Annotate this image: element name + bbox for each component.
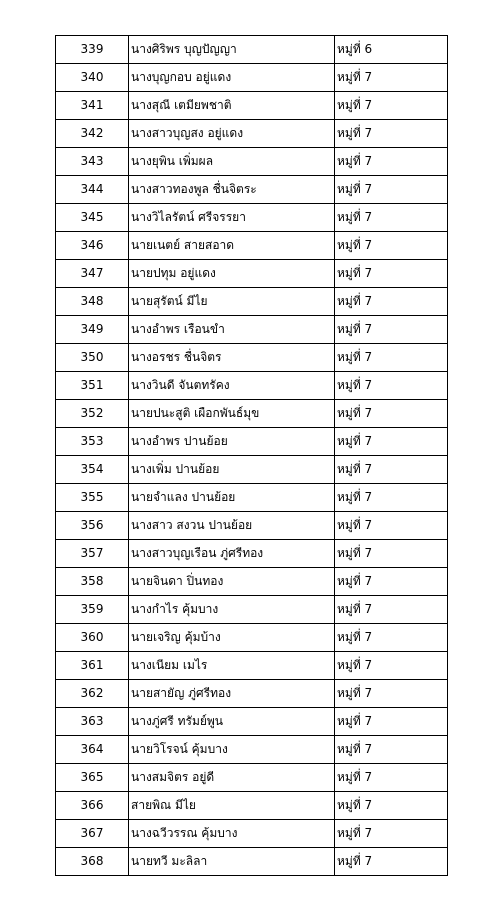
table-row [56,64,448,92]
person-name-cell: นางอำพร เรือนขำ [129,316,335,344]
row-number-cell: 352 [56,400,129,428]
person-name-cell: นางศิริพร บุญปัญญา [129,36,335,64]
row-number-cell: 360 [56,624,129,652]
person-name-cell: นางอำพร ปานย้อย [129,428,335,456]
table-row [56,484,448,512]
village-cell: หมู่ที่ 7 [335,652,448,680]
village-cell: หมู่ที่ 7 [335,204,448,232]
row-number-cell: 340 [56,64,129,92]
row-number-cell: 366 [56,792,129,820]
village-cell: หมู่ที่ 7 [335,596,448,624]
village-cell: หมู่ที่ 7 [335,792,448,820]
village-cell: หมู่ที่ 7 [335,148,448,176]
table-row [56,92,448,120]
village-cell: หมู่ที่ 7 [335,568,448,596]
village-cell: หมู่ที่ 7 [335,232,448,260]
village-cell: หมู่ที่ 7 [335,428,448,456]
row-number-cell: 349 [56,316,129,344]
roster-body [56,36,448,876]
table-row [56,568,448,596]
village-cell: หมู่ที่ 7 [335,624,448,652]
row-number-cell: 358 [56,568,129,596]
village-cell: หมู่ที่ 7 [335,176,448,204]
village-cell: หมู่ที่ 7 [335,764,448,792]
row-number-cell: 350 [56,344,129,372]
table-row [56,372,448,400]
row-number-cell: 359 [56,596,129,624]
row-number-cell: 346 [56,232,129,260]
person-name-cell: นางเพิ่ม ปานย้อย [129,456,335,484]
table-row [56,148,448,176]
table-row [56,288,448,316]
row-number-cell: 341 [56,92,129,120]
table-row [56,596,448,624]
person-name-cell: นายวิโรจน์ คุ้มบาง [129,736,335,764]
village-cell: หมู่ที่ 7 [335,120,448,148]
row-number-cell: 363 [56,708,129,736]
row-number-cell: 365 [56,764,129,792]
village-cell: หมู่ที่ 7 [335,708,448,736]
person-name-cell: นายจินดา ปิ่นทอง [129,568,335,596]
table-row [56,400,448,428]
person-name-cell: นางฉวีวรรณ คุ้มบาง [129,820,335,848]
person-name-cell: นางกำไร คุ้มบาง [129,596,335,624]
village-cell: หมู่ที่ 7 [335,456,448,484]
village-cell: หมู่ที่ 7 [335,372,448,400]
village-cell: หมู่ที่ 7 [335,736,448,764]
village-cell: หมู่ที่ 7 [335,260,448,288]
row-number-cell: 361 [56,652,129,680]
village-cell: หมู่ที่ 7 [335,92,448,120]
row-number-cell: 343 [56,148,129,176]
person-name-cell: นางยุพิน เพิ่มผล [129,148,335,176]
table-row [56,36,448,64]
person-name-cell: นายจำแลง ปานย้อย [129,484,335,512]
table-row [56,204,448,232]
table-row [56,848,448,876]
person-name-cell: นางบุญกอบ อยู่แดง [129,64,335,92]
table-row [56,316,448,344]
person-name-cell: นางเนียม เมไร [129,652,335,680]
table-row [56,120,448,148]
table-row [56,232,448,260]
row-number-cell: 339 [56,36,129,64]
table-row [56,736,448,764]
village-cell: หมู่ที่ 7 [335,400,448,428]
person-name-cell: นางสาวทองพูล ชื่นจิตระ [129,176,335,204]
person-name-cell: นางสาวบุญสง อยู่แดง [129,120,335,148]
row-number-cell: 347 [56,260,129,288]
row-number-cell: 345 [56,204,129,232]
person-name-cell: นางสาว สงวน ปานย้อย [129,512,335,540]
table-row [56,792,448,820]
person-name-cell: นายสายัญ ภู่ศรีทอง [129,680,335,708]
row-number-cell: 355 [56,484,129,512]
person-name-cell: นายสุรัตน์ มีไย [129,288,335,316]
table-row [56,708,448,736]
row-number-cell: 356 [56,512,129,540]
village-cell: หมู่ที่ 7 [335,344,448,372]
row-number-cell: 344 [56,176,129,204]
row-number-cell: 342 [56,120,129,148]
person-name-cell: นายเจริญ คุ้มบ้าง [129,624,335,652]
person-name-cell: นางสมจิตร อยู่ดี [129,764,335,792]
table-row [56,428,448,456]
person-name-cell: นางสาวบุญเรือน ภู่ศรีทอง [129,540,335,568]
village-cell: หมู่ที่ 6 [335,36,448,64]
person-name-cell: นายเนตย์ สายสอาด [129,232,335,260]
table-row [56,456,448,484]
table-row [56,652,448,680]
person-name-cell: นางภู่ศรี ทรัมย์พูน [129,708,335,736]
table-row [56,820,448,848]
table-row [56,260,448,288]
village-cell: หมู่ที่ 7 [335,680,448,708]
table-row [56,512,448,540]
table-row [56,176,448,204]
village-cell: หมู่ที่ 7 [335,848,448,876]
village-cell: หมู่ที่ 7 [335,512,448,540]
row-number-cell: 362 [56,680,129,708]
row-number-cell: 368 [56,848,129,876]
person-name-cell: สายพิณ มีไย [129,792,335,820]
village-cell: หมู่ที่ 7 [335,316,448,344]
village-cell: หมู่ที่ 7 [335,540,448,568]
row-number-cell: 364 [56,736,129,764]
village-cell: หมู่ที่ 7 [335,484,448,512]
row-number-cell: 354 [56,456,129,484]
row-number-cell: 357 [56,540,129,568]
person-name-cell: นางอรชร ชื่นจิตร [129,344,335,372]
person-name-cell: นางสุณี เตมียพชาติ [129,92,335,120]
roster-table [55,35,448,876]
row-number-cell: 353 [56,428,129,456]
row-number-cell: 351 [56,372,129,400]
person-name-cell: นางวินดี จันตทรัคง [129,372,335,400]
village-cell: หมู่ที่ 7 [335,64,448,92]
village-cell: หมู่ที่ 7 [335,820,448,848]
table-row [56,624,448,652]
person-name-cell: นายปทุม อยู่แดง [129,260,335,288]
row-number-cell: 348 [56,288,129,316]
person-name-cell: นางวิไลรัตน์ ศรีจรรยา [129,204,335,232]
table-row [56,344,448,372]
person-name-cell: นายทวี มะลิลา [129,848,335,876]
table-row [56,764,448,792]
person-name-cell: นายปนะสูติ เผือกพันธ์มุข [129,400,335,428]
village-cell: หมู่ที่ 7 [335,288,448,316]
row-number-cell: 367 [56,820,129,848]
table-row [56,540,448,568]
table-row [56,680,448,708]
